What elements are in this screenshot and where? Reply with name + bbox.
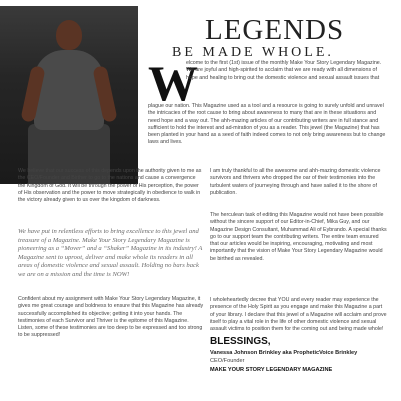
drop-cap: W — [148, 55, 198, 111]
photo-head — [56, 20, 82, 50]
signature-role: CEO/Founder — [210, 358, 245, 364]
intro-paragraph-second: plague our nation. This Magazine used as a tool and a resource is going to surely unfold and unravel the intricacies of the root cause to bring about awareness to many that are in these situations and need hope and a way out. The ahh-mazing articles of our contributing writers are in full stance and sufficient to hold the interest and ad-miration of you as a reader. This jewel (the Magazine) that has been planted in your hand as a seed of faith indeed comes to not only bring awareness but to change laws and lives. — [148, 103, 386, 146]
intro-paragraph-first: elcome to the first (1st) issue of the monthly Make Your Story Legendary Magazine. We are joyful and high-spirited to acclaim that we are ready with all dimensions of hope and healing to bring out the domestic violence and sexual assault issues that — [186, 60, 382, 81]
signature-magazine: MAKE YOUR STORY LEGENDARY MAGAZINE — [210, 367, 333, 373]
left-paragraph-2: Confident about my assignment with Make Your Story Legendary Magazine, it gives me great courage and boldness to ensure that this Magazine has already successfully accomplished its objective; getting it into your hands. The testimonies of each Survivor and Thriver is the epitome of this Magazine. Listen, some of these testimonies are too deep to be expressed and too strong to be suppressed! — [18, 296, 204, 339]
left-paragraph-1: We believe that our success of this depends upon the authority given to me as the CEO/Founder and Birther to go to the nations and cause a convergence the Kingdom of God. It will be through the power of His perception, the power of His observation and the power to move strategically in obedience to walk in the victory already given to us over the kingdom of darkness. — [18, 168, 202, 204]
blessings-heading: BLESSINGS, — [210, 336, 271, 347]
right-paragraph-1: I am truly thankful to all the awesome and ahh-mazing domestic violence survivors and thrivers who dropped the oar of their testimonies into the turbulent waters of journeying through and have sailed it to the shore of publication. — [210, 168, 381, 196]
founder-photo — [0, 6, 138, 184]
signature-name: Vanessa Johnson Brinkley aka PropheticVoice Brinkley — [210, 350, 358, 356]
headline-be-made-whole: BE MADE WHOLE. — [172, 45, 334, 60]
pull-quote: We have put in relentless efforts to bring excellence to this jewel and treasure of a Magazine. Make Your Story Legendary Magazine is pioneering as a “Mover” and a “Shaker” Magazine in its industry! A Magazine sent to uproot, deliver and make whole its readers in all areas of domestic violence and sexual assault. Holding no bars back we are on a mission and the time is NOW! — [18, 228, 203, 278]
headline-legends: LEGENDS — [205, 14, 345, 46]
photo-torso — [34, 50, 104, 130]
right-paragraph-3: I wholeheartedly decree that YOU and every reader may experience the presence of the Holy Spirit as you engage and make this Magazine a part of your library. I declare that this jewel of a Magazine will acclaim and prove itself to play a vital role in the life of other domestic violence and sexual assault victims to position them for the coming out and being made whole! — [210, 297, 387, 333]
right-paragraph-2: The herculean task of editing this Magazine would not have been possible without the sincere support of our Editor-in-Chief, Mika Guy, and our Magazine Design Consultant, Muhammad Ali of Eybrando. A special thanks go to our support team the contributing writers. The entire team ensured that our articles would be inspiring, encouraging, motivating and most importantly that the vision of Make Your Story Legendary Magazine would be birthed as revealed. — [210, 212, 387, 262]
